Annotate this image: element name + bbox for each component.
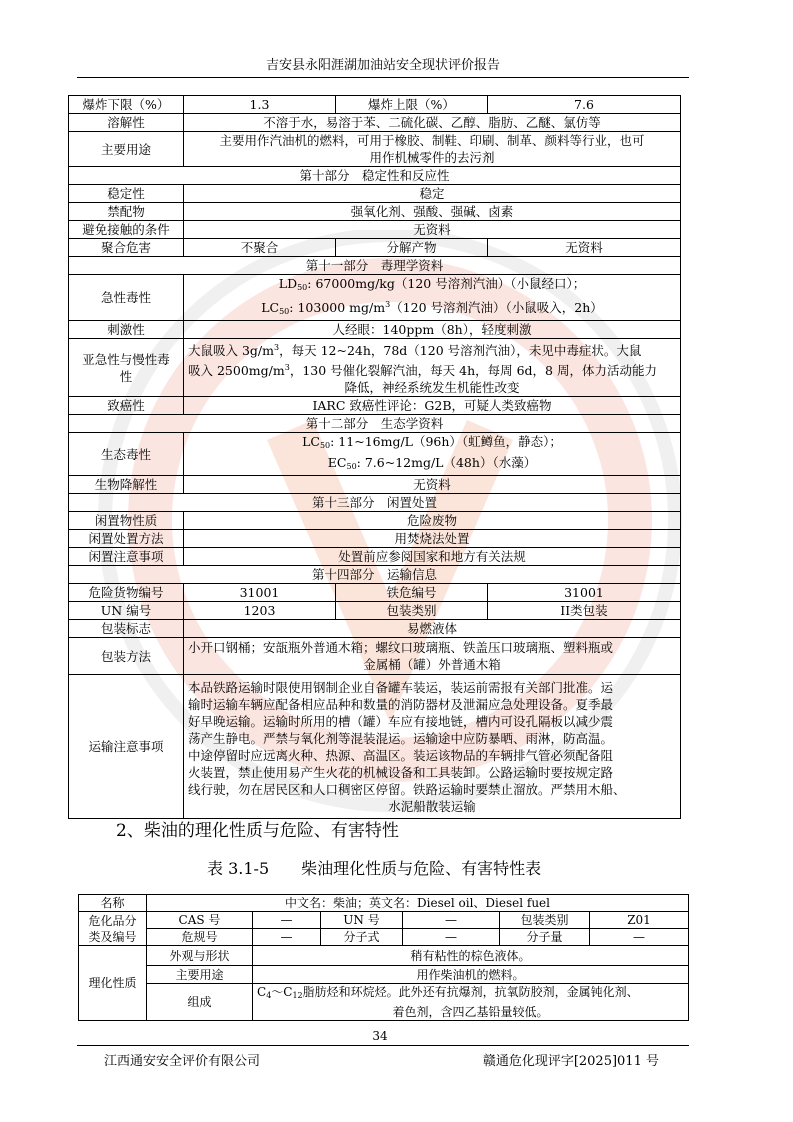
- package-method-label: 包装方法: [69, 638, 184, 675]
- diesel-properties-table: [78, 894, 689, 1021]
- footer-report-number: 赣通危化现评字[2025]011 号: [482, 1054, 659, 1069]
- biodegradability-label: 生物降解性: [69, 476, 184, 494]
- gasoline-properties-table: [68, 95, 681, 819]
- props-label: 理化性质: [79, 946, 147, 1021]
- section-13-heading: 第十三部分 闲置处置: [69, 494, 681, 512]
- incompat-label: 禁配物: [69, 203, 184, 221]
- transport-note-label: 运输注意事项: [69, 675, 184, 819]
- pkg2-label: 包装类别: [500, 912, 590, 929]
- stability-value: 稳定: [184, 185, 681, 203]
- package-mark-value: 易燃液体: [184, 620, 681, 638]
- name-value: 中文名：柴油；英文名：Diesel oil、Diesel fuel: [147, 895, 689, 912]
- formula-value: —: [403, 929, 500, 946]
- reg-label: 危规号: [147, 929, 253, 946]
- cas-value: —: [253, 912, 321, 929]
- carcinogenicity-label: 致癌性: [69, 397, 184, 415]
- use-label: 主要用途: [69, 132, 184, 167]
- lel-label: 爆炸下限（%）: [69, 96, 184, 114]
- reg-value: —: [253, 929, 321, 946]
- chronic-toxicity-label: 亚急性与慢性毒 性: [69, 339, 184, 397]
- appearance-value: 稍有粘性的棕色液体。: [253, 946, 689, 966]
- footer-rule: [77, 1045, 689, 1046]
- avoid-label: 避免接触的条件: [69, 221, 184, 239]
- page-number: 34: [372, 1029, 388, 1043]
- uel-label: 爆炸上限（%）: [336, 96, 488, 114]
- ecotoxicity-value: $LC_{50}$: 11~16mg/L（96h）（虹鳟鱼，静态）； $EC_{50}$: 7.6~12mg/L（48h）（水藻）: [184, 433, 681, 476]
- section-14-heading: 第十四部分 运输信息: [69, 566, 681, 584]
- use2-value: 用作柴油机的燃料。: [253, 966, 689, 984]
- rail-number-value: 31001: [488, 584, 681, 602]
- dg-number-label: 危险货物编号: [69, 584, 184, 602]
- stability-label: 稳定性: [69, 185, 184, 203]
- composition-value: $C_4\sim C_{12}$脂肪烃和环烷烃。此外还有抗爆剂，抗氧防胶剂，金属钝化剂、 着色剂，含四乙基铅量较低。: [253, 984, 689, 1021]
- table-caption: 表 3.1-5 柴油理化性质与危险、有害特性表: [207, 859, 542, 878]
- irritation-value: 人经眼：140ppm（8h），轻度刺激: [184, 321, 681, 339]
- carcinogenicity-value: IARC 致癌性评论：G2B，可疑人类致癌物: [184, 397, 681, 415]
- un-number-label: UN 编号: [69, 602, 184, 620]
- biodegradability-value: 无资料: [184, 476, 681, 494]
- rail-number-label: 铁危编号: [336, 584, 488, 602]
- dg-number-value: 31001: [184, 584, 336, 602]
- mw-label: 分子量: [500, 929, 590, 946]
- cas-label: CAS 号: [147, 912, 253, 929]
- disposal-method-label: 闲置处置方法: [69, 530, 184, 548]
- disposal-note-label: 闲置注意事项: [69, 548, 184, 566]
- pkg2-value: Z01: [590, 912, 689, 929]
- acute-toxicity-label: 急性毒性: [69, 275, 184, 321]
- mw-value: —: [590, 929, 689, 946]
- irritation-label: 刺激性: [69, 321, 184, 339]
- decomposition-value: 无资料: [488, 239, 681, 257]
- polymerization-value: 不聚合: [184, 239, 336, 257]
- section-11-heading: 第十一部分 毒理学资料: [69, 257, 681, 275]
- header-rule: [77, 77, 689, 78]
- incompat-value: 强氧化剂、强酸、强碱、卤素: [184, 203, 681, 221]
- solubility-label: 溶解性: [69, 114, 184, 132]
- package-method-value: 小开口钢桶；安瓿瓶外普通木箱；螺纹口玻璃瓶、铁盖压口玻璃瓶、塑料瓶或 金属桶（罐）外普通木箱: [184, 638, 681, 675]
- use-value-line2: 用作机械零件的去污剂: [369, 150, 495, 165]
- package-category-label: 包装类别: [336, 602, 488, 620]
- ecotoxicity-label: 生态毒性: [69, 433, 184, 476]
- decomposition-label: 分解产物: [336, 239, 488, 257]
- waste-nature-label: 闲置物性质: [69, 512, 184, 530]
- section-10-heading: 第十部分 稳定性和反应性: [69, 167, 681, 185]
- transport-note-value: 本品铁路运输时限使用钢制企业自备罐车装运，装运前需报有关部门批准。运 输时运输车辆应配备相应品种和数量的消防器材及泄漏应急处理设备。夏季最 好早晚运输。运输时所用的槽（罐）车应有接地链，槽内可设孔隔板以减少震 荡产生静电。严禁与氧化剂等混装混运。运输途中应防暴晒、雨淋，防高温。 中途停留时应远离火种、热源、高温区。装运该物品的车辆排气管必须配备阻 火装置，禁止使用易产生火花的机械设备和工具装卸。公路运输时要按规定路 线行驶，勿在居民区和人口稠密区停留。铁路运输时要禁止溜放。严禁用木船、 水泥船散装运输: [184, 675, 681, 819]
- formula-label: 分子式: [321, 929, 403, 946]
- ld50-line: $LD_{50}$: 67000mg/kg（120 号溶剂汽油）（小鼠经口）；: [278, 276, 586, 292]
- un-number-value: 1203: [184, 602, 336, 620]
- polymerization-label: 聚合危害: [69, 239, 184, 257]
- class-label: 危化品分 类及编号: [79, 912, 147, 946]
- un2-label: UN 号: [321, 912, 403, 929]
- disposal-method-value: 用焚烧法处置: [184, 530, 681, 548]
- footer-company: 江西通安安全评价有限公司: [104, 1054, 261, 1069]
- section-12-heading: 第十二部分 生态学资料: [69, 415, 681, 433]
- un2-value: —: [403, 912, 500, 929]
- package-mark-label: 包装标志: [69, 620, 184, 638]
- acute-toxicity-value: [184, 275, 681, 321]
- chronic-toxicity-value: 大鼠吸入 $3g/m^3$，每天 12~24h，78d（120 号溶剂汽油），未见中毒症状。大鼠 吸入 $2500mg/m^3$，130 号催化裂解汽油，每天 4h，每周 6d，8 周，体力活动能力 降低，神经系统发生机能性改变: [184, 339, 681, 397]
- appearance-label: 外观与形状: [147, 946, 253, 966]
- composition-label: 组成: [147, 984, 253, 1021]
- use-value-line1: 主要用作汽油机的燃料，可用于橡胶、制鞋、印刷、制革、颜料等行业，也可: [219, 133, 645, 148]
- use-value: [184, 132, 681, 167]
- section-heading: 2、柴油的理化性质与危险、有害特性: [116, 821, 399, 841]
- disposal-note-value: 处置前应参阅国家和地方有关法规: [184, 548, 681, 566]
- lel-value: 1.3: [184, 96, 336, 114]
- use2-label: 主要用途: [147, 966, 253, 984]
- lc50-line: $LC_{50}$: 103000 $mg/m^3(120$ 号溶剂汽油）（小鼠吸入，2h）: [261, 300, 603, 316]
- name-label: 名称: [79, 895, 147, 912]
- solubility-value: 不溶于水，易溶于苯、二硫化碳、乙醇、脂肪、乙醚、氯仿等: [184, 114, 681, 132]
- uel-value: 7.6: [488, 96, 681, 114]
- page-header-title: 吉安县永阳涯湖加油站安全现状评价报告: [265, 58, 500, 73]
- package-category-value: II类包装: [488, 602, 681, 620]
- avoid-value: 无资料: [184, 221, 681, 239]
- waste-nature-value: 危险废物: [184, 512, 681, 530]
